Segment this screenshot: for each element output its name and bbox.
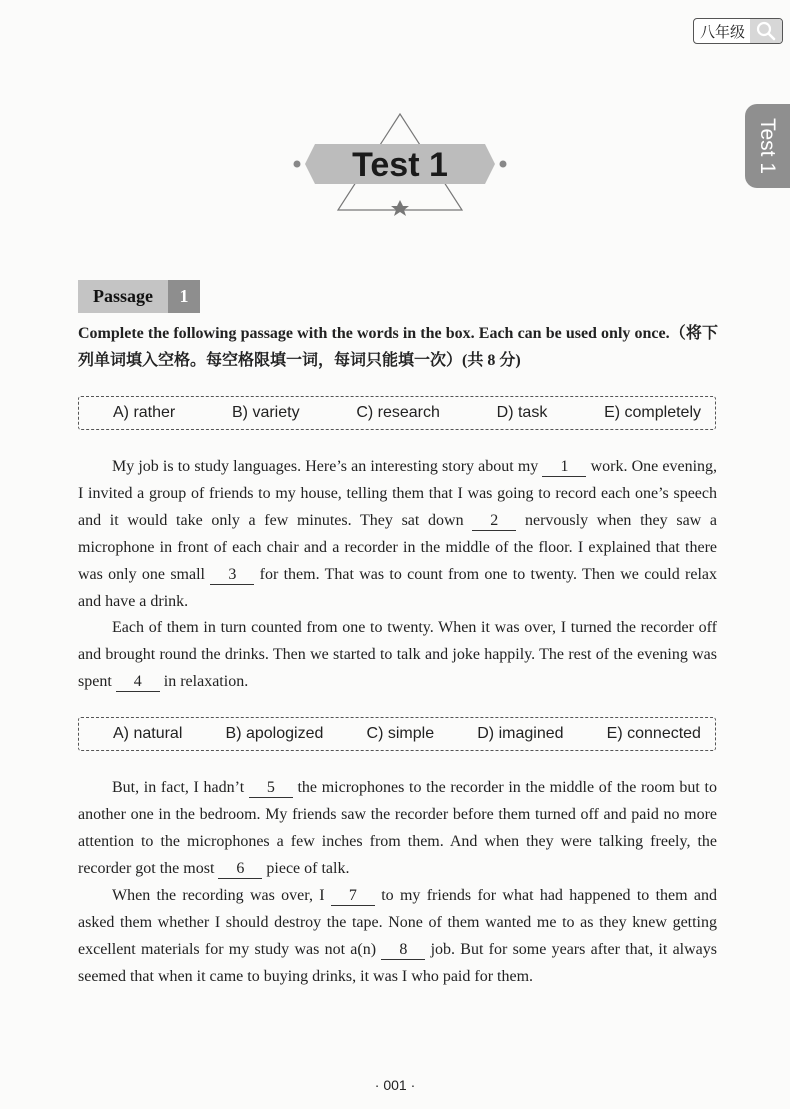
blank-3: 3 — [210, 566, 254, 585]
text-run: My job is to study languages. Here’s an interesting story about my — [112, 458, 539, 475]
word-option: D) task — [496, 404, 548, 421]
passage-number: 1 — [168, 280, 200, 313]
grade-label: 八年级 — [700, 22, 746, 41]
word-option: A) natural — [113, 725, 183, 742]
text-run: for them. That was to count from one to twenty. Then we could relax and have a drink. — [78, 566, 718, 610]
text-run: in relaxation. — [163, 673, 249, 690]
text-run: When the recording was over, I — [112, 887, 325, 904]
word-box-1 — [78, 396, 716, 430]
text-run: piece of talk. — [266, 860, 350, 877]
word-option: D) imagined — [477, 725, 564, 742]
text-run: Each of them in turn counted from one to twenty. When it was over, I turned the recorder off and brought round the drinks. Then we started to talk and joke happily. The rest of the evening was spent — [78, 619, 717, 690]
blank-8: 8 — [381, 941, 425, 960]
blank-7: 7 — [331, 887, 375, 906]
side-tab-test — [745, 104, 790, 188]
page-number: · 001 · — [374, 1077, 416, 1093]
word-option: B) variety — [232, 404, 300, 421]
blank-4: 4 — [116, 673, 160, 692]
word-option: C) research — [356, 404, 440, 421]
blank-6: 6 — [218, 860, 262, 879]
text-run: nervously when they saw a microphone in front of each chair and a recorder in the middle of the floor. I explained that there was only one small — [78, 512, 718, 583]
text-run: work. One evening, I invited a group of friends to my house, telling them that I was going to record each one’s speech and it would take only a few minutes. They sat down — [78, 458, 718, 529]
passage-word: Passage — [78, 280, 168, 313]
paragraph-3 — [78, 774, 717, 882]
word-option: B) apologized — [225, 725, 324, 742]
paragraph-1 — [78, 453, 717, 615]
side-tab-label: Test 1 — [756, 117, 780, 175]
paragraph-2 — [78, 614, 717, 695]
text-run: the microphones to the recorder in the middle of the room but to another one in the bedroom. My friends saw the recorder before them turned off and paid no more attention to the microphones a few inches from them. And when they were talking freely, the recorder got the most — [78, 779, 717, 877]
text-run: But, in fact, I hadn’t — [112, 779, 245, 796]
word-option: E) completely — [604, 404, 701, 421]
blank-1: 1 — [542, 458, 586, 477]
text-run: job. But for some years after that, it always seemed that when it came to buying drinks, it was I who paid for them. — [78, 941, 718, 985]
word-option: C) simple — [366, 725, 435, 742]
text-run: to my friends for what had happened to them and asked them whether I should destroy the tape. None of them wanted me to as they knew getting excellent materials for my study was not a(n) — [78, 887, 718, 958]
word-option: A) rather — [113, 404, 176, 421]
word-option: E) connected — [606, 725, 701, 742]
test-banner — [290, 112, 510, 224]
magnifier-icon — [750, 19, 782, 43]
test-title: Test 1 — [352, 146, 448, 184]
blank-5: 5 — [249, 779, 293, 798]
paragraph-4 — [78, 882, 717, 990]
grade-tag — [693, 18, 783, 44]
passage-label — [78, 280, 200, 313]
instruction-text: Complete the following passage with the words in the box. Each can be used only once.（将下列单词填入空格。每空格限填一词，每词只能填一次）(共 8 分) — [78, 325, 718, 369]
word-box-2 — [78, 717, 716, 751]
blank-2: 2 — [472, 512, 516, 531]
